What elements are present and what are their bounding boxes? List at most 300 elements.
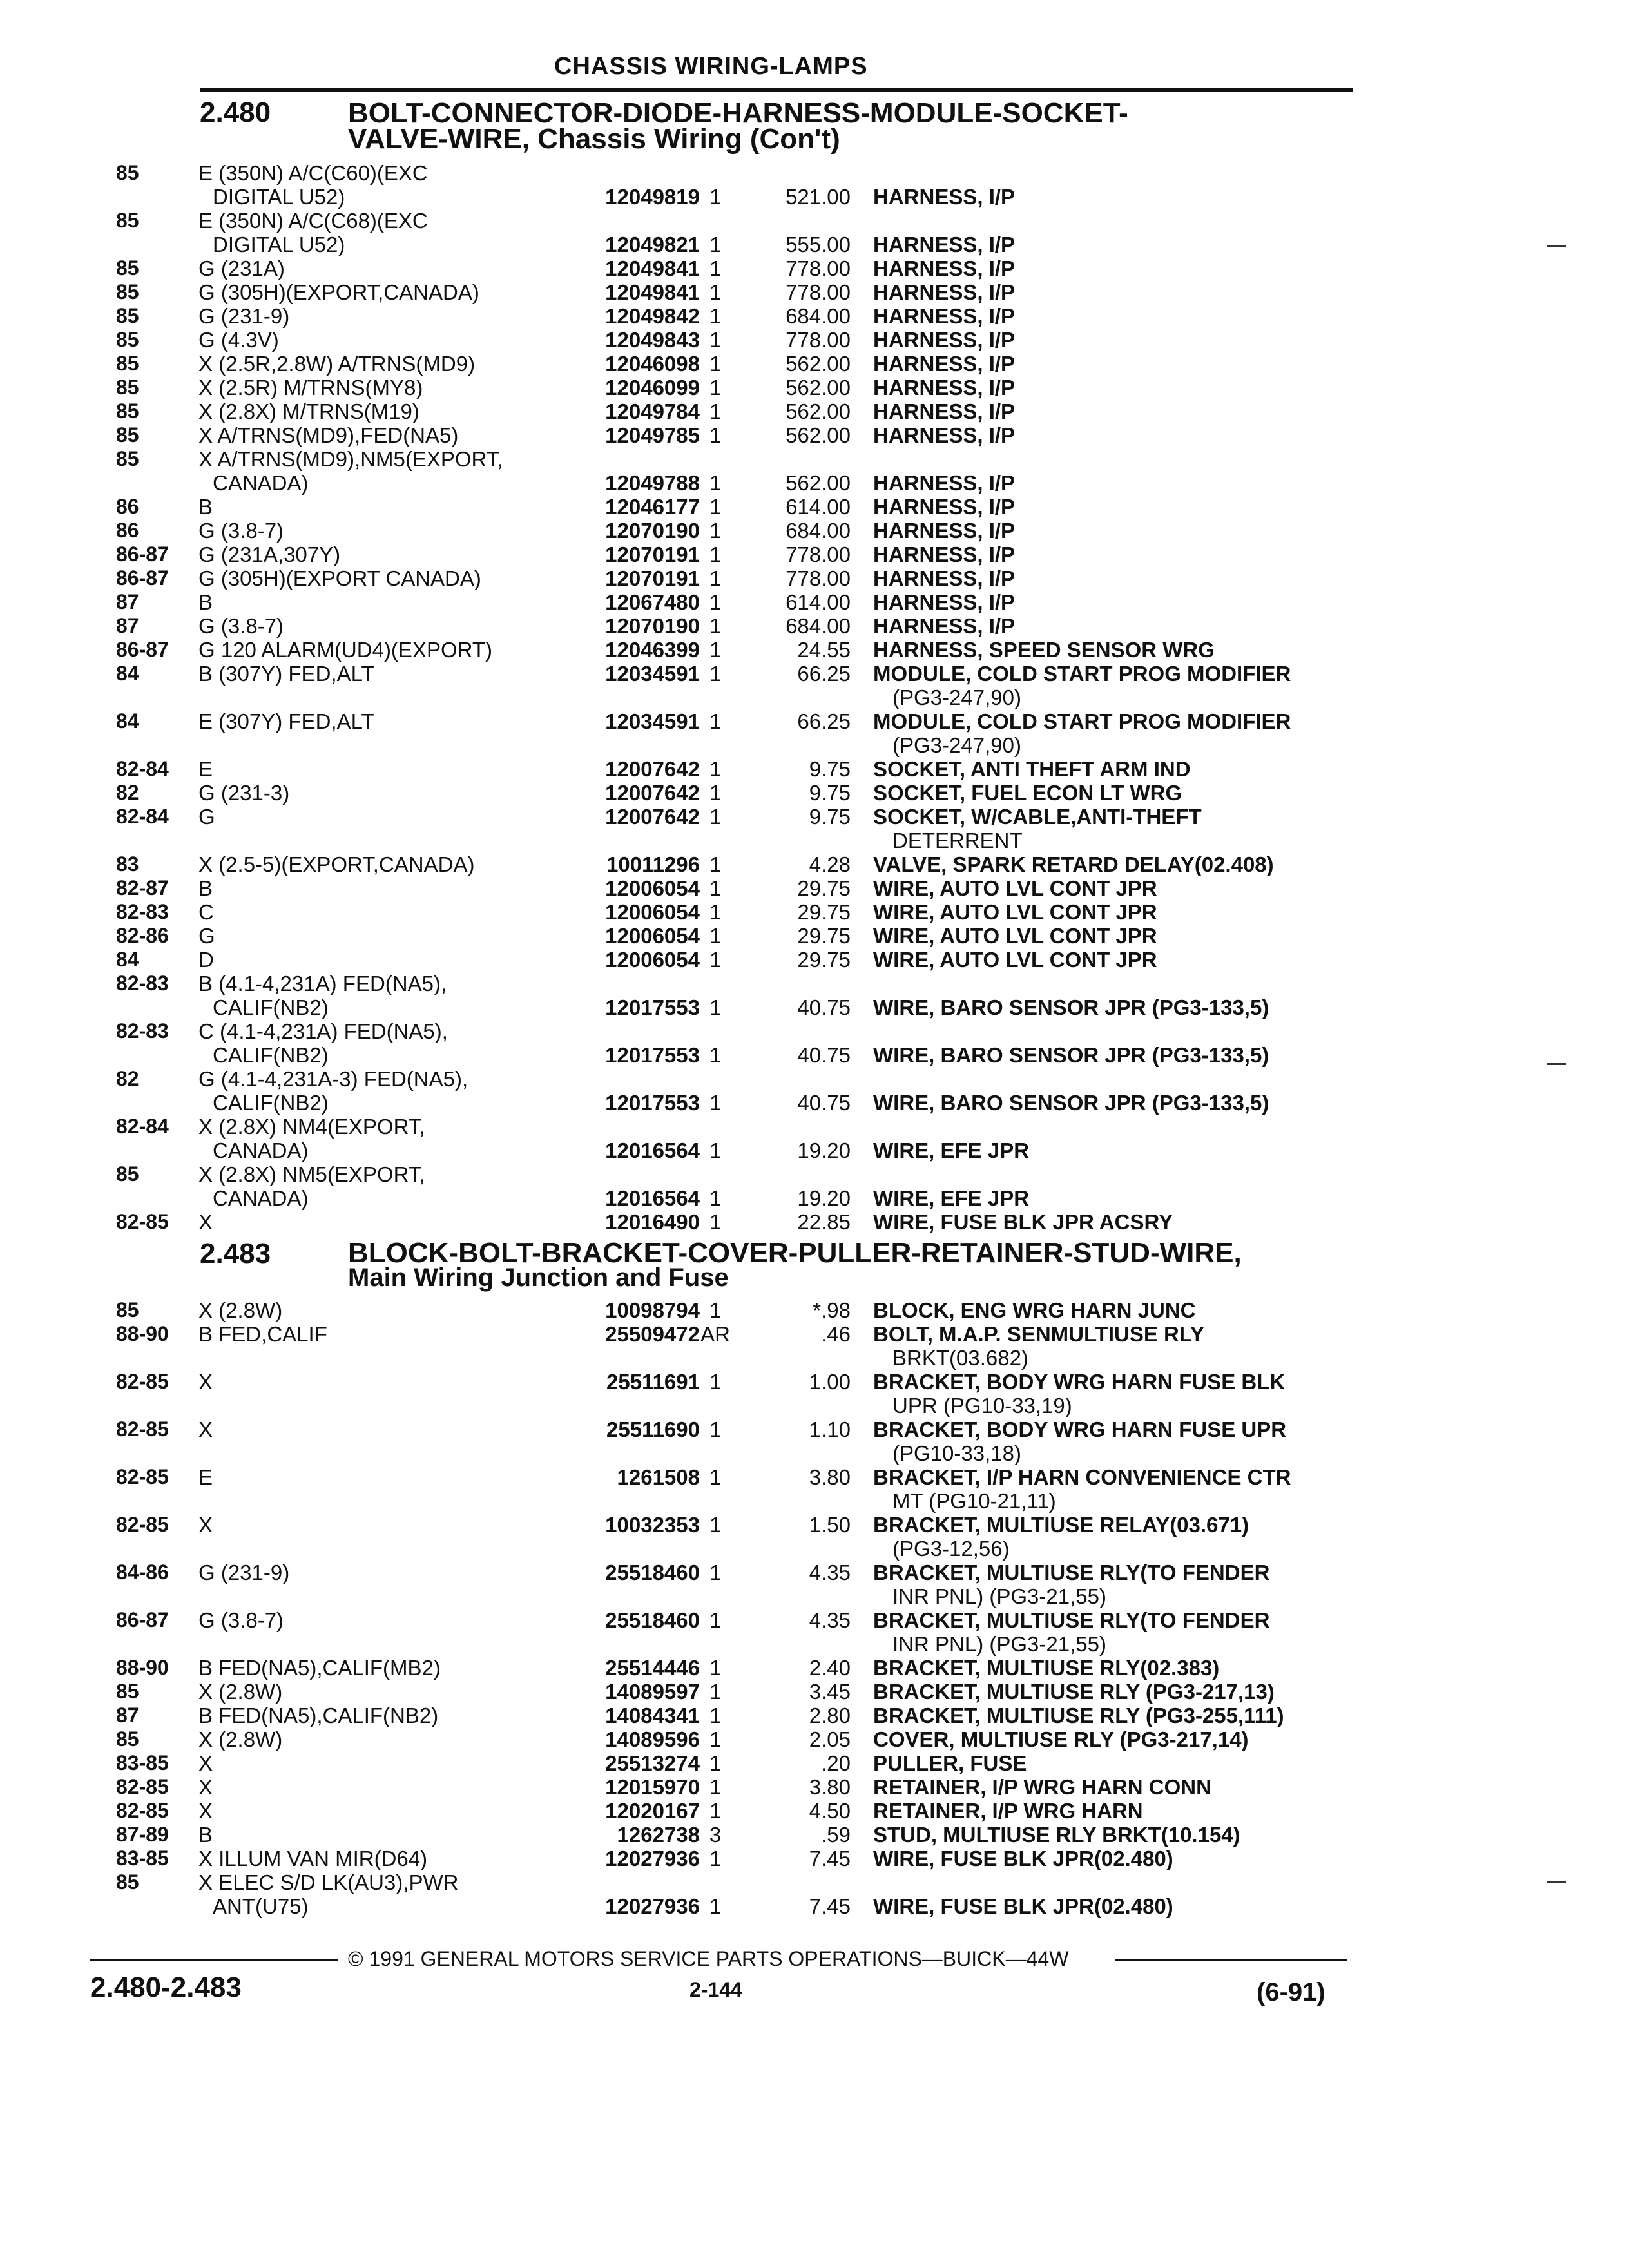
row-part-number: 12034591 [605, 709, 700, 733]
row-model-year: 85 [116, 399, 139, 423]
row-part-number: 12016564 [605, 1139, 700, 1162]
row-part-name: WIRE, EFE JPR [873, 1186, 1030, 1210]
row-part-number: 12006054 [605, 948, 700, 972]
row-quantity: 1 [709, 805, 722, 829]
row-description: X (2.8X) NM5(EXPORT, [198, 1162, 425, 1186]
row-price: 4.35 [809, 1561, 851, 1584]
row-price: 3.45 [809, 1680, 851, 1704]
row-part-name: HARNESS, I/P [873, 543, 1016, 566]
row-part-number: 25511690 [606, 1418, 700, 1441]
row-quantity: 1 [709, 1186, 722, 1210]
row-description-cont: CALIF(NB2) [213, 995, 329, 1019]
row-quantity: 1 [709, 948, 722, 972]
row-part-name: SOCKET, FUEL ECON LT WRG [873, 781, 1182, 805]
row-quantity: 1 [709, 876, 722, 900]
margin-mark [1547, 1881, 1566, 1883]
row-price: 9.75 [809, 757, 851, 781]
row-description: X (2.8W) [198, 1727, 283, 1751]
row-model-year: 82 [116, 1067, 139, 1090]
row-description: X ELEC S/D LK(AU3),PWR [198, 1870, 459, 1894]
row-price: 19.20 [797, 1186, 851, 1210]
row-model-year: 85 [116, 256, 139, 280]
row-description: G (305H)(EXPORT CANADA) [198, 566, 481, 590]
row-description-cont: CALIF(NB2) [213, 1091, 329, 1115]
row-description: E [198, 1465, 213, 1489]
row-description: B (4.1-4,231A) FED(NA5), [198, 972, 447, 995]
row-part-number: 12049819 [605, 185, 700, 209]
row-model-year: 85 [116, 209, 139, 232]
row-quantity: 1 [709, 256, 722, 280]
margin-mark [1547, 1063, 1566, 1065]
row-quantity: 1 [709, 1418, 722, 1441]
row-quantity: 1 [709, 471, 722, 495]
row-part-name-cont: UPR (PG10-33,19) [892, 1394, 1072, 1418]
row-model-year: 82-85 [116, 1418, 169, 1441]
row-description: B (307Y) FED,ALT [198, 662, 374, 686]
row-model-year: 86-87 [116, 1608, 169, 1631]
row-part-name: PULLER, FUSE [873, 1751, 1027, 1775]
row-price: 562.00 [786, 352, 851, 376]
row-part-number: 12017553 [605, 1091, 700, 1115]
row-part-number: 10032353 [605, 1513, 700, 1537]
row-model-year: 84 [116, 662, 139, 685]
row-description: B [198, 495, 213, 519]
row-quantity: 1 [709, 1799, 722, 1823]
row-model-year: 88-90 [116, 1656, 169, 1679]
section1-title-line2: VALVE-WIRE, Chassis Wiring (Con't) [348, 123, 840, 155]
row-description-cont: DIGITAL U52) [213, 233, 345, 256]
row-part-number: 12049788 [605, 471, 700, 495]
row-part-name-cont: MT (PG10-21,11) [892, 1489, 1056, 1513]
header-rule [200, 88, 1353, 92]
row-model-year: 82-85 [116, 1799, 169, 1822]
row-quantity: 1 [709, 1894, 722, 1918]
row-description: E [198, 757, 213, 781]
row-model-year: 82-85 [116, 1513, 169, 1536]
row-price: 562.00 [786, 376, 851, 399]
row-price: 3.80 [809, 1465, 851, 1489]
section2-number: 2.483 [200, 1238, 271, 1269]
row-price: .20 [821, 1751, 851, 1775]
row-model-year: 86-87 [116, 638, 169, 661]
row-model-year: 85 [116, 328, 139, 351]
row-part-number: 25509472 [605, 1322, 700, 1346]
row-part-name: COVER, MULTIUSE RLY (PG3-217,14) [873, 1727, 1249, 1751]
row-part-name: WIRE, AUTO LVL CONT JPR [873, 876, 1157, 900]
row-description: E (307Y) FED,ALT [198, 709, 374, 733]
row-part-number: 25518460 [605, 1561, 700, 1584]
row-quantity: 1 [709, 185, 722, 209]
row-part-name-cont: BRKT(03.682) [892, 1346, 1028, 1370]
row-description-cont: CANADA) [213, 1139, 309, 1162]
row-part-name: BRACKET, MULTIUSE RLY (PG3-217,13) [873, 1680, 1275, 1704]
row-part-name-cont: (PG10-33,18) [892, 1441, 1021, 1465]
row-part-name-cont: INR PNL) (PG3-21,55) [892, 1584, 1106, 1608]
row-quantity: 1 [709, 709, 722, 733]
row-model-year: 85 [116, 1680, 139, 1703]
row-price: 40.75 [797, 1091, 851, 1115]
row-quantity: 1 [709, 1775, 722, 1799]
row-model-year: 82 [116, 781, 139, 804]
row-model-year: 85 [116, 447, 139, 470]
row-quantity: 1 [709, 1139, 722, 1162]
row-description: E (350N) A/C(C68)(EXC [198, 209, 428, 233]
row-quantity: 1 [709, 900, 722, 924]
row-part-name: BOLT, M.A.P. SENMULTIUSE RLY [873, 1322, 1204, 1346]
row-part-number: 12049841 [605, 256, 700, 280]
row-part-number: 12007642 [605, 805, 700, 829]
row-price: 2.80 [809, 1704, 851, 1727]
row-part-number: 25511691 [606, 1370, 700, 1394]
row-part-name-cont: DETERRENT [892, 829, 1023, 852]
row-quantity: 1 [709, 638, 722, 662]
row-model-year: 82-83 [116, 972, 169, 995]
row-model-year: 83 [116, 852, 139, 876]
row-part-number: 12049785 [605, 423, 700, 447]
row-model-year: 86-87 [116, 566, 169, 590]
row-price: 684.00 [786, 614, 851, 638]
row-description: G (3.8-7) [198, 519, 284, 543]
row-description: E (350N) A/C(C60)(EXC [198, 161, 428, 185]
row-part-name: SOCKET, W/CABLE,ANTI-THEFT [873, 805, 1202, 829]
row-part-number: 12006054 [605, 876, 700, 900]
row-quantity: 1 [709, 280, 722, 304]
row-price: 684.00 [786, 519, 851, 543]
row-description: X A/TRNS(MD9),FED(NA5) [198, 423, 459, 447]
row-price: 521.00 [786, 185, 851, 209]
row-price: 40.75 [797, 1043, 851, 1067]
row-part-number: 12049842 [605, 304, 700, 328]
row-part-name: WIRE, AUTO LVL CONT JPR [873, 924, 1157, 948]
footer-date-code: (6-91) [1257, 1978, 1325, 2006]
row-description: X [198, 1751, 213, 1775]
row-quantity: 1 [709, 924, 722, 948]
row-price: 1.10 [809, 1418, 851, 1441]
row-description: G (231-3) [198, 781, 290, 805]
row-quantity: 1 [709, 1465, 722, 1489]
row-part-name: HARNESS, I/P [873, 304, 1016, 328]
row-price: .59 [821, 1823, 851, 1847]
row-price: 66.25 [797, 662, 851, 686]
row-part-name: WIRE, BARO SENSOR JPR (PG3-133,5) [873, 1091, 1269, 1115]
row-part-name: BRACKET, BODY WRG HARN FUSE UPR [873, 1418, 1287, 1441]
row-part-number: 12049784 [605, 399, 700, 423]
row-price: 1.50 [809, 1513, 851, 1537]
row-part-name: VALVE, SPARK RETARD DELAY(02.408) [873, 852, 1274, 876]
row-model-year: 86 [116, 519, 139, 542]
row-quantity: 1 [709, 1513, 722, 1537]
row-part-name: BRACKET, BODY WRG HARN FUSE BLK [873, 1370, 1286, 1394]
row-quantity: 1 [709, 328, 722, 352]
row-part-name: HARNESS, I/P [873, 495, 1016, 519]
row-description: X [198, 1370, 213, 1394]
row-price: 29.75 [797, 924, 851, 948]
row-model-year: 82-85 [116, 1210, 169, 1233]
row-part-number: 12070191 [605, 566, 700, 590]
row-part-number: 12006054 [605, 924, 700, 948]
row-price: 1.00 [809, 1370, 851, 1394]
row-price: 778.00 [786, 566, 851, 590]
row-description: X A/TRNS(MD9),NM5(EXPORT, [198, 447, 503, 471]
row-quantity: 1 [709, 543, 722, 566]
row-part-name: HARNESS, I/P [873, 471, 1016, 495]
row-part-name: HARNESS, I/P [873, 233, 1016, 256]
row-part-number: 12034591 [605, 662, 700, 686]
row-price: 4.35 [809, 1608, 851, 1632]
row-quantity: 1 [709, 1680, 722, 1704]
row-model-year: 87-89 [116, 1823, 169, 1846]
row-part-number: 12049843 [605, 328, 700, 352]
row-price: 555.00 [786, 233, 851, 256]
row-price: 9.75 [809, 781, 851, 805]
row-part-name: BLOCK, ENG WRG HARN JUNC [873, 1298, 1196, 1322]
row-model-year: 85 [116, 280, 139, 303]
row-description: G [198, 805, 215, 829]
row-quantity: 1 [709, 995, 722, 1019]
row-price: 778.00 [786, 256, 851, 280]
row-part-number: 14089596 [605, 1727, 700, 1751]
row-quantity: 1 [709, 1091, 722, 1115]
row-price: 22.85 [797, 1210, 851, 1234]
row-quantity: 1 [709, 1704, 722, 1727]
row-part-number: 25514446 [605, 1656, 700, 1680]
row-description: X (2.8W) [198, 1680, 283, 1704]
row-part-number: 12015970 [605, 1775, 700, 1799]
row-quantity: 1 [709, 304, 722, 328]
row-part-name: WIRE, FUSE BLK JPR(02.480) [873, 1894, 1173, 1918]
row-description: D [198, 948, 214, 972]
row-quantity: 1 [709, 1561, 722, 1584]
row-description-cont: DIGITAL U52) [213, 185, 345, 209]
row-part-name: HARNESS, I/P [873, 256, 1016, 280]
row-model-year: 86 [116, 495, 139, 518]
row-quantity: 1 [709, 1298, 722, 1322]
row-quantity: 1 [709, 614, 722, 638]
row-part-number: 12006054 [605, 900, 700, 924]
row-description: X (2.8X) M/TRNS(M19) [198, 399, 419, 423]
row-price: 562.00 [786, 423, 851, 447]
row-part-name: HARNESS, I/P [873, 185, 1016, 209]
row-description: X (2.5R,2.8W) A/TRNS(MD9) [198, 352, 476, 376]
row-quantity: 1 [709, 566, 722, 590]
row-part-number: 12070191 [605, 543, 700, 566]
row-part-name: HARNESS, I/P [873, 590, 1016, 614]
row-price: 29.75 [797, 876, 851, 900]
row-part-number: 12020167 [605, 1799, 700, 1823]
row-model-year: 85 [116, 1870, 139, 1894]
row-description: B FED,CALIF [198, 1322, 327, 1346]
section1-title-line1: BOLT-CONNECTOR-DIODE-HARNESS-MODULE-SOCKET- [348, 97, 1128, 129]
row-quantity: 1 [709, 1847, 722, 1870]
row-description: G (3.8-7) [198, 1608, 284, 1632]
footer-rule-left [90, 1959, 338, 1961]
row-part-name: HARNESS, I/P [873, 519, 1016, 543]
row-quantity: 1 [709, 852, 722, 876]
row-model-year: 85 [116, 161, 139, 184]
row-price: 778.00 [786, 328, 851, 352]
row-description: G (3.8-7) [198, 614, 284, 638]
row-price: 778.00 [786, 543, 851, 566]
row-part-name: WIRE, FUSE BLK JPR(02.480) [873, 1847, 1173, 1870]
footer-rule-right [1115, 1959, 1347, 1961]
row-quantity: AR [700, 1322, 730, 1346]
row-model-year: 82-85 [116, 1370, 169, 1393]
row-description: C [198, 900, 214, 924]
margin-mark [1547, 245, 1566, 247]
row-part-name: WIRE, BARO SENSOR JPR (PG3-133,5) [873, 995, 1269, 1019]
row-model-year: 84 [116, 948, 139, 971]
row-part-number: 12017553 [605, 1043, 700, 1067]
row-part-name: WIRE, EFE JPR [873, 1139, 1030, 1162]
row-description: G (231A) [198, 256, 285, 280]
row-description: X (2.8X) NM4(EXPORT, [198, 1115, 425, 1139]
row-price: 614.00 [786, 590, 851, 614]
row-description: B FED(NA5),CALIF(MB2) [198, 1656, 441, 1680]
row-description: X (2.8W) [198, 1298, 283, 1322]
row-part-name: WIRE, AUTO LVL CONT JPR [873, 948, 1157, 972]
row-model-year: 85 [116, 304, 139, 327]
row-part-number: 12027936 [605, 1847, 700, 1870]
row-part-name: BRACKET, MULTIUSE RELAY(03.671) [873, 1513, 1249, 1537]
row-price: *.98 [813, 1298, 851, 1322]
row-price: 7.45 [809, 1847, 851, 1870]
row-part-number: 12007642 [605, 781, 700, 805]
row-part-name: MODULE, COLD START PROG MODIFIER [873, 709, 1291, 733]
row-quantity: 1 [709, 1727, 722, 1751]
row-description: X [198, 1513, 213, 1537]
row-part-number: 1261508 [617, 1465, 700, 1489]
row-price: 29.75 [797, 948, 851, 972]
row-part-name: RETAINER, I/P WRG HARN CONN [873, 1775, 1211, 1799]
row-part-name: WIRE, AUTO LVL CONT JPR [873, 900, 1157, 924]
row-part-number: 12017553 [605, 995, 700, 1019]
row-description: X [198, 1418, 213, 1441]
row-part-name-cont: (PG3-247,90) [892, 686, 1021, 709]
footer-page-number: 2-144 [689, 1978, 742, 2001]
row-part-name: BRACKET, MULTIUSE RLY(TO FENDER [873, 1608, 1270, 1632]
row-part-name: SOCKET, ANTI THEFT ARM IND [873, 757, 1191, 781]
row-model-year: 87 [116, 1704, 139, 1727]
row-model-year: 82-83 [116, 900, 169, 923]
row-description-cont: CANADA) [213, 1186, 309, 1210]
row-model-year: 83-85 [116, 1847, 169, 1870]
row-description: G (231-9) [198, 1561, 290, 1584]
row-part-number: 12046099 [605, 376, 700, 399]
row-quantity: 1 [709, 352, 722, 376]
row-price: 778.00 [786, 280, 851, 304]
row-quantity: 1 [709, 1370, 722, 1394]
row-price: .46 [821, 1322, 851, 1346]
row-part-number: 12046399 [605, 638, 700, 662]
row-description: G (4.1-4,231A-3) FED(NA5), [198, 1067, 468, 1091]
row-model-year: 85 [116, 1162, 139, 1186]
row-quantity: 1 [709, 495, 722, 519]
row-price: 29.75 [797, 900, 851, 924]
row-model-year: 88-90 [116, 1322, 169, 1345]
row-description: G 120 ALARM(UD4)(EXPORT) [198, 638, 493, 662]
row-part-number: 1262738 [617, 1823, 700, 1847]
row-model-year: 82-85 [116, 1775, 169, 1798]
row-part-number: 12067480 [605, 590, 700, 614]
row-quantity: 1 [709, 1656, 722, 1680]
row-price: 614.00 [786, 495, 851, 519]
row-quantity: 1 [709, 781, 722, 805]
row-part-number: 25513274 [605, 1751, 700, 1775]
row-part-number: 12016564 [605, 1186, 700, 1210]
row-price: 19.20 [797, 1139, 851, 1162]
row-description: G [198, 924, 215, 948]
row-part-number: 12070190 [605, 519, 700, 543]
row-model-year: 85 [116, 1298, 139, 1321]
row-description: B [198, 876, 213, 900]
row-price: 562.00 [786, 471, 851, 495]
row-part-number: 12007642 [605, 757, 700, 781]
row-quantity: 1 [709, 1043, 722, 1067]
row-quantity: 1 [709, 1751, 722, 1775]
row-description: G (231-9) [198, 304, 290, 328]
row-quantity: 1 [709, 590, 722, 614]
row-model-year: 86-87 [116, 543, 169, 566]
row-price: 7.45 [809, 1894, 851, 1918]
row-quantity: 1 [709, 399, 722, 423]
row-description-cont: ANT(U75) [213, 1894, 309, 1918]
row-model-year: 84-86 [116, 1561, 169, 1584]
row-part-name: HARNESS, I/P [873, 280, 1016, 304]
row-part-number: 10098794 [605, 1298, 700, 1322]
row-description: X [198, 1799, 213, 1823]
row-part-number: 25518460 [605, 1608, 700, 1632]
row-model-year: 87 [116, 614, 139, 637]
row-model-year: 85 [116, 352, 139, 375]
row-part-name: BRACKET, MULTIUSE RLY(02.383) [873, 1656, 1220, 1680]
row-part-name: BRACKET, MULTIUSE RLY (PG3-255,111) [873, 1704, 1284, 1727]
row-description: B [198, 1823, 213, 1847]
row-model-year: 87 [116, 590, 139, 613]
row-model-year: 82-87 [116, 876, 169, 899]
row-part-name: STUD, MULTIUSE RLY BRKT(10.154) [873, 1823, 1240, 1847]
row-quantity: 1 [709, 376, 722, 399]
row-part-name: WIRE, FUSE BLK JPR ACSRY [873, 1210, 1173, 1234]
section2-title-line2: Main Wiring Junction and Fuse [348, 1264, 729, 1292]
row-part-name-cont: (PG3-12,56) [892, 1537, 1010, 1561]
row-price: 562.00 [786, 399, 851, 423]
row-model-year: 85 [116, 376, 139, 399]
row-part-name: BRACKET, I/P HARN CONVENIENCE CTR [873, 1465, 1291, 1489]
row-part-name: BRACKET, MULTIUSE RLY(TO FENDER [873, 1561, 1270, 1584]
row-price: 2.40 [809, 1656, 851, 1680]
section1-number: 2.480 [200, 97, 271, 128]
row-price: 684.00 [786, 304, 851, 328]
row-part-number: 12027936 [605, 1894, 700, 1918]
row-part-name: MODULE, COLD START PROG MODIFIER [873, 662, 1291, 686]
row-description: G (4.3V) [198, 328, 279, 352]
footer-section-range: 2.480-2.483 [90, 1972, 242, 2003]
row-description: X ILLUM VAN MIR(D64) [198, 1847, 428, 1870]
row-description: X (2.5-5)(EXPORT,CANADA) [198, 852, 475, 876]
row-quantity: 1 [709, 233, 722, 256]
row-description: C (4.1-4,231A) FED(NA5), [198, 1019, 448, 1043]
row-price: 3.80 [809, 1775, 851, 1799]
row-model-year: 85 [116, 1727, 139, 1751]
row-part-number: 12016490 [605, 1210, 700, 1234]
row-part-name: RETAINER, I/P WRG HARN [873, 1799, 1143, 1823]
row-description: X [198, 1210, 213, 1234]
row-part-name-cont: INR PNL) (PG3-21,55) [892, 1632, 1106, 1656]
row-description: B FED(NA5),CALIF(NB2) [198, 1704, 439, 1727]
row-model-year: 82-84 [116, 757, 169, 780]
row-price: 40.75 [797, 995, 851, 1019]
row-part-name: HARNESS, I/P [873, 328, 1016, 352]
